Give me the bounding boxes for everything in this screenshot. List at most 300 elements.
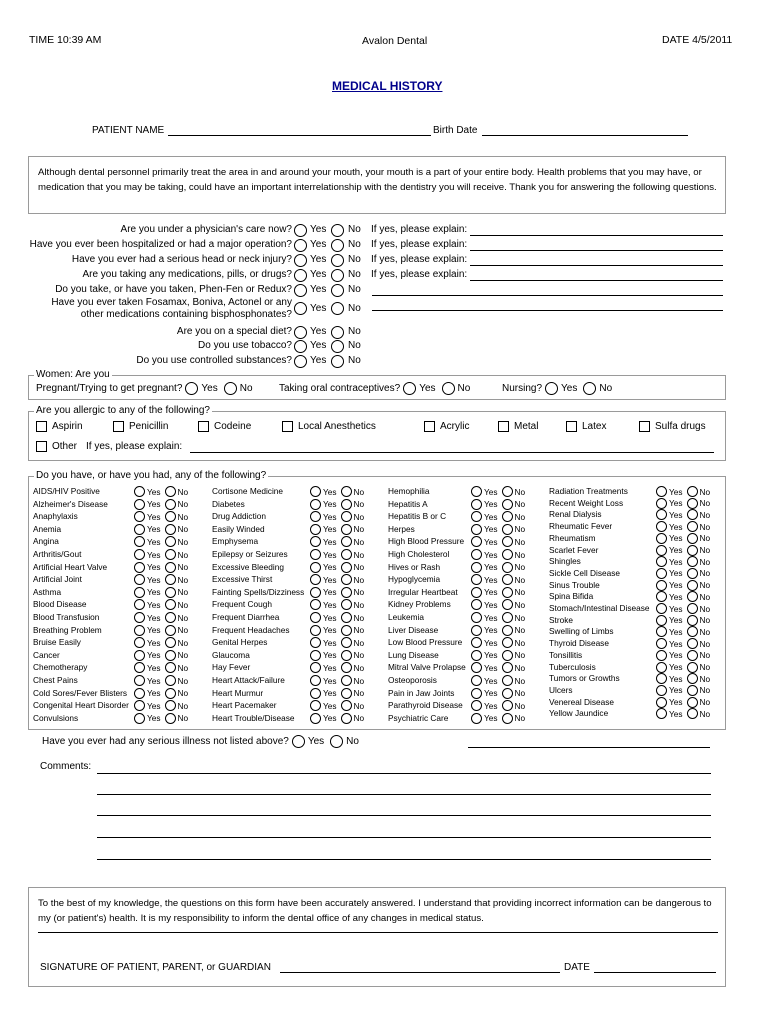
- condition-no-radio[interactable]: [165, 574, 176, 585]
- question-no-radio[interactable]: [331, 269, 344, 282]
- condition-yes-radio[interactable]: [134, 625, 145, 636]
- condition-no-radio[interactable]: [165, 536, 176, 547]
- condition-no-radio[interactable]: [502, 713, 513, 724]
- condition-no-radio[interactable]: [165, 511, 176, 522]
- condition-no-radio[interactable]: [502, 562, 513, 573]
- condition-no-radio[interactable]: [341, 713, 352, 724]
- condition-yes-radio[interactable]: [656, 615, 667, 626]
- question-yes-radio[interactable]: [294, 269, 307, 282]
- signature-field[interactable]: [280, 972, 560, 973]
- no-label: No: [177, 688, 189, 699]
- condition-label: Herpes: [388, 523, 415, 534]
- condition-yes-radio[interactable]: [656, 650, 667, 661]
- condition-yes-no: [471, 499, 525, 510]
- allergy-checkbox[interactable]: [282, 421, 293, 432]
- no-label: No: [699, 486, 711, 497]
- allergy-checkbox[interactable]: [566, 421, 577, 432]
- no-label: No: [353, 562, 365, 573]
- condition-yes-radio[interactable]: [134, 637, 145, 648]
- condition-yes-radio[interactable]: [310, 688, 321, 699]
- condition-no-radio[interactable]: [165, 486, 176, 497]
- no-label: No: [514, 599, 526, 610]
- yes-label: Yes: [323, 637, 337, 648]
- condition-no-radio[interactable]: [341, 700, 352, 711]
- condition-yes-radio[interactable]: [310, 524, 321, 535]
- condition-no-radio[interactable]: [341, 650, 352, 661]
- question-no-radio[interactable]: [331, 355, 344, 368]
- explain-field[interactable]: [372, 310, 723, 311]
- condition-yes-no: [656, 697, 710, 708]
- question-no-radio[interactable]: [331, 224, 344, 237]
- question-yes-radio[interactable]: [294, 340, 307, 353]
- condition-no-radio[interactable]: [687, 615, 698, 626]
- condition-yes-radio[interactable]: [471, 587, 482, 598]
- condition-no-radio[interactable]: [341, 574, 352, 585]
- condition-yes-radio[interactable]: [310, 625, 321, 636]
- condition-label: Arthritis/Gout: [33, 549, 82, 559]
- condition-no-radio[interactable]: [341, 675, 352, 686]
- condition-yes-radio[interactable]: [134, 511, 145, 522]
- condition-no-radio[interactable]: [165, 524, 176, 535]
- condition-yes-radio[interactable]: [310, 662, 321, 673]
- condition-no-radio[interactable]: [502, 574, 513, 585]
- condition-yes-radio[interactable]: [310, 587, 321, 598]
- condition-no-radio[interactable]: [165, 587, 176, 598]
- condition-yes-no: [471, 511, 525, 522]
- patient-name-field[interactable]: [168, 135, 431, 136]
- condition-no-radio[interactable]: [165, 688, 176, 699]
- condition-yes-no: [310, 599, 364, 610]
- condition-no-radio[interactable]: [165, 637, 176, 648]
- condition-yes-radio[interactable]: [471, 486, 482, 497]
- condition-yes-radio[interactable]: [310, 700, 321, 711]
- yes-label: Yes: [323, 688, 337, 699]
- condition-no-radio[interactable]: [341, 499, 352, 510]
- condition-no-radio[interactable]: [502, 599, 513, 610]
- condition-yes-no: [310, 587, 364, 598]
- header-practice-name: Avalon Dental: [362, 35, 428, 47]
- signature-date-field[interactable]: [594, 972, 716, 973]
- condition-label: Recent Weight Loss: [549, 497, 624, 508]
- condition-yes-no: [134, 549, 188, 560]
- condition-yes-no: [134, 536, 188, 547]
- condition-yes-radio[interactable]: [310, 650, 321, 661]
- condition-yes-radio[interactable]: [471, 511, 482, 522]
- condition-yes-no: [656, 568, 710, 579]
- condition-no-radio[interactable]: [502, 650, 513, 661]
- condition-yes-radio[interactable]: [134, 499, 145, 510]
- explain-field[interactable]: [470, 235, 723, 236]
- condition-yes-radio[interactable]: [656, 509, 667, 520]
- yes-label: Yes: [147, 511, 161, 522]
- condition-yes-radio[interactable]: [310, 599, 321, 610]
- no-label: No: [353, 536, 365, 547]
- condition-label: Stroke: [549, 614, 573, 625]
- question-yes-radio[interactable]: [294, 284, 307, 297]
- condition-label: Epilepsy or Seizures: [212, 549, 288, 559]
- serious-yes-radio[interactable]: [292, 735, 305, 748]
- yes-label: Yes: [669, 650, 683, 661]
- condition-yes-radio[interactable]: [134, 587, 145, 598]
- condition-yes-radio[interactable]: [310, 549, 321, 560]
- condition-yes-radio[interactable]: [471, 612, 482, 623]
- no-label: No: [514, 486, 526, 497]
- allergy-checkbox[interactable]: [198, 421, 209, 432]
- condition-no-radio[interactable]: [502, 499, 513, 510]
- nursing-yes-radio[interactable]: [545, 382, 558, 395]
- condition-yes-no: [656, 626, 710, 637]
- question-no-radio[interactable]: [331, 326, 344, 339]
- condition-yes-no: [471, 675, 525, 686]
- condition-no-radio[interactable]: [687, 591, 698, 602]
- oral-no-radio[interactable]: [442, 382, 455, 395]
- condition-yes-radio[interactable]: [134, 536, 145, 547]
- condition-yes-radio[interactable]: [471, 700, 482, 711]
- allergy-item: [639, 421, 706, 432]
- condition-no-radio[interactable]: [165, 713, 176, 724]
- condition-yes-radio[interactable]: [656, 556, 667, 567]
- allergy-checkbox[interactable]: [498, 421, 509, 432]
- question-yes-radio[interactable]: [294, 254, 307, 267]
- condition-label: Diabetes: [212, 498, 245, 509]
- condition-no-radio[interactable]: [502, 662, 513, 673]
- condition-yes-radio[interactable]: [471, 599, 482, 610]
- question-no-radio[interactable]: [331, 239, 344, 252]
- condition-label: Breathing Problem: [33, 624, 102, 635]
- condition-no-radio[interactable]: [502, 511, 513, 522]
- condition-yes-radio[interactable]: [134, 599, 145, 610]
- condition-yes-radio[interactable]: [310, 637, 321, 648]
- condition-yes-radio[interactable]: [134, 524, 145, 535]
- condition-yes-radio[interactable]: [656, 697, 667, 708]
- condition-no-radio[interactable]: [687, 708, 698, 719]
- condition-no-radio[interactable]: [165, 612, 176, 623]
- no-label: No: [177, 599, 189, 610]
- question-yes-radio[interactable]: [294, 239, 307, 252]
- condition-no-radio[interactable]: [165, 650, 176, 661]
- explain-label: If yes, please explain:: [371, 254, 468, 265]
- comments-line-4[interactable]: [97, 837, 711, 838]
- condition-label: Excessive Bleeding: [212, 561, 284, 572]
- question-yes-radio[interactable]: [294, 224, 307, 237]
- condition-yes-radio[interactable]: [310, 562, 321, 573]
- condition-yes-radio[interactable]: [656, 545, 667, 556]
- condition-yes-radio[interactable]: [134, 700, 145, 711]
- question-no-radio[interactable]: [331, 340, 344, 353]
- no-label: No: [177, 637, 189, 648]
- condition-yes-radio[interactable]: [656, 685, 667, 696]
- yes-label: Yes: [669, 533, 683, 544]
- yes-label: Yes: [419, 383, 436, 394]
- comments-line-1[interactable]: [97, 773, 711, 774]
- allergy-other-explain-field[interactable]: [190, 452, 714, 453]
- condition-label: Venereal Disease: [549, 696, 615, 707]
- yes-label: Yes: [310, 254, 327, 265]
- condition-yes-no: [310, 562, 364, 573]
- condition-label: Pain in Jaw Joints: [388, 687, 455, 698]
- no-label: No: [177, 499, 189, 510]
- condition-no-radio[interactable]: [687, 556, 698, 567]
- condition-no-radio[interactable]: [165, 675, 176, 686]
- condition-yes-radio[interactable]: [656, 533, 667, 544]
- condition-yes-radio[interactable]: [471, 713, 482, 724]
- condition-no-radio[interactable]: [165, 562, 176, 573]
- yes-label: Yes: [147, 637, 161, 648]
- condition-yes-radio[interactable]: [656, 486, 667, 497]
- condition-yes-radio[interactable]: [310, 499, 321, 510]
- condition-yes-radio[interactable]: [656, 591, 667, 602]
- condition-label: Artificial Heart Valve: [33, 561, 108, 572]
- condition-yes-no: [656, 498, 710, 509]
- comments-line-5[interactable]: [97, 859, 711, 860]
- condition-yes-no: [656, 673, 710, 684]
- condition-no-radio[interactable]: [341, 612, 352, 623]
- explain-field[interactable]: [372, 295, 723, 296]
- condition-no-radio[interactable]: [502, 700, 513, 711]
- condition-yes-radio[interactable]: [471, 662, 482, 673]
- condition-yes-radio[interactable]: [134, 713, 145, 724]
- condition-yes-radio[interactable]: [656, 708, 667, 719]
- fosamax-yes-radio[interactable]: [294, 302, 307, 315]
- yes-label: Yes: [484, 587, 498, 598]
- allergy-legend: Are you allergic to any of the following?: [36, 405, 210, 416]
- condition-no-radio[interactable]: [165, 499, 176, 510]
- condition-no-radio[interactable]: [687, 662, 698, 673]
- condition-no-radio[interactable]: [341, 549, 352, 560]
- pregnant-no-radio[interactable]: [224, 382, 237, 395]
- condition-label: Hepatitis B or C: [388, 511, 447, 522]
- explain-field[interactable]: [470, 280, 723, 281]
- condition-yes-radio[interactable]: [656, 662, 667, 673]
- question-yes-radio[interactable]: [294, 326, 307, 339]
- yes-label: Yes: [323, 650, 337, 661]
- allergy-item: [424, 421, 469, 432]
- condition-yes-no: [471, 688, 525, 699]
- condition-no-radio[interactable]: [341, 637, 352, 648]
- condition-no-radio[interactable]: [687, 626, 698, 637]
- no-label: No: [699, 650, 711, 661]
- explain-field[interactable]: [470, 265, 723, 266]
- condition-yes-no: [471, 587, 525, 598]
- condition-yes-radio[interactable]: [471, 524, 482, 535]
- oral-yes-radio[interactable]: [403, 382, 416, 395]
- condition-yes-no: [310, 486, 364, 497]
- condition-yes-radio[interactable]: [471, 562, 482, 573]
- condition-yes-no: [471, 574, 525, 585]
- yes-label: Yes: [323, 549, 337, 560]
- condition-yes-radio[interactable]: [471, 499, 482, 510]
- no-label: No: [699, 580, 711, 591]
- condition-no-radio[interactable]: [502, 549, 513, 560]
- condition-yes-radio[interactable]: [656, 603, 667, 614]
- condition-yes-radio[interactable]: [656, 673, 667, 684]
- condition-yes-no: [656, 650, 710, 661]
- question-no-radio[interactable]: [331, 284, 344, 297]
- yes-label: Yes: [323, 536, 337, 547]
- condition-yes-radio[interactable]: [656, 638, 667, 649]
- condition-yes-radio[interactable]: [134, 688, 145, 699]
- condition-no-radio[interactable]: [502, 688, 513, 699]
- condition-yes-radio[interactable]: [656, 521, 667, 532]
- condition-no-radio[interactable]: [341, 562, 352, 573]
- condition-no-radio[interactable]: [687, 545, 698, 556]
- condition-yes-radio[interactable]: [471, 650, 482, 661]
- question-label: Have you ever been hospitalized or had a major operation?: [29, 239, 292, 250]
- no-label: No: [514, 574, 526, 585]
- condition-yes-radio[interactable]: [471, 574, 482, 585]
- condition-yes-radio[interactable]: [310, 574, 321, 585]
- no-label: No: [348, 254, 361, 265]
- condition-no-radio[interactable]: [341, 599, 352, 610]
- condition-yes-radio[interactable]: [656, 568, 667, 579]
- condition-no-radio[interactable]: [341, 662, 352, 673]
- condition-no-radio[interactable]: [165, 549, 176, 560]
- condition-yes-no: [656, 638, 710, 649]
- yes-label: Yes: [147, 625, 161, 636]
- condition-yes-radio[interactable]: [134, 650, 145, 661]
- condition-yes-radio[interactable]: [656, 626, 667, 637]
- condition-yes-radio[interactable]: [134, 549, 145, 560]
- serious-illness-field[interactable]: [468, 747, 710, 748]
- condition-no-radio[interactable]: [502, 675, 513, 686]
- yes-label: Yes: [669, 697, 683, 708]
- condition-no-radio[interactable]: [165, 700, 176, 711]
- condition-yes-radio[interactable]: [310, 511, 321, 522]
- condition-label: Hypoglycemia: [388, 574, 441, 585]
- condition-label: Heart Trouble/Disease: [212, 712, 295, 723]
- condition-no-radio[interactable]: [687, 650, 698, 661]
- condition-no-radio[interactable]: [165, 625, 176, 636]
- condition-no-radio[interactable]: [687, 486, 698, 497]
- condition-yes-no: [310, 637, 364, 648]
- condition-no-radio[interactable]: [502, 587, 513, 598]
- condition-no-radio[interactable]: [341, 625, 352, 636]
- yes-label: Yes: [484, 599, 498, 610]
- comments-line-2[interactable]: [97, 794, 711, 795]
- condition-no-radio[interactable]: [687, 509, 698, 520]
- no-label: No: [177, 536, 189, 547]
- allergy-checkbox[interactable]: [113, 421, 124, 432]
- condition-no-radio[interactable]: [341, 688, 352, 699]
- explain-field[interactable]: [470, 250, 723, 251]
- condition-no-radio[interactable]: [687, 498, 698, 509]
- yes-label: Yes: [669, 580, 683, 591]
- allergy-checkbox[interactable]: [639, 421, 650, 432]
- condition-no-radio[interactable]: [687, 685, 698, 696]
- condition-no-radio[interactable]: [165, 662, 176, 673]
- no-label: No: [514, 650, 526, 661]
- allergy-item: [282, 421, 376, 432]
- condition-no-radio[interactable]: [502, 637, 513, 648]
- condition-label: Fainting Spells/Dizziness: [212, 586, 305, 597]
- yes-label: Yes: [323, 700, 337, 711]
- yes-label: Yes: [147, 700, 161, 711]
- condition-label: Convulsions: [33, 712, 79, 723]
- no-label: No: [514, 700, 526, 711]
- condition-yes-radio[interactable]: [134, 574, 145, 585]
- condition-yes-radio[interactable]: [471, 625, 482, 636]
- condition-yes-radio[interactable]: [471, 688, 482, 699]
- condition-label: Kidney Problems: [388, 599, 451, 610]
- condition-yes-no: [471, 650, 525, 661]
- condition-yes-radio[interactable]: [134, 562, 145, 573]
- condition-yes-radio[interactable]: [310, 536, 321, 547]
- condition-label: Chest Pains: [33, 675, 78, 685]
- condition-yes-radio[interactable]: [656, 580, 667, 591]
- question-no-radio[interactable]: [331, 254, 344, 267]
- condition-yes-radio[interactable]: [134, 675, 145, 686]
- yes-label: Yes: [484, 549, 498, 560]
- women-legend: Women: Are you: [36, 369, 110, 380]
- condition-no-radio[interactable]: [341, 536, 352, 547]
- condition-no-radio[interactable]: [502, 612, 513, 623]
- condition-no-radio[interactable]: [687, 697, 698, 708]
- condition-yes-radio[interactable]: [310, 675, 321, 686]
- condition-no-radio[interactable]: [687, 603, 698, 614]
- yes-label: Yes: [669, 662, 683, 672]
- condition-yes-no: [134, 700, 188, 711]
- no-label: No: [514, 612, 526, 623]
- condition-no-radio[interactable]: [687, 533, 698, 544]
- condition-yes-radio[interactable]: [134, 662, 145, 673]
- condition-no-radio[interactable]: [165, 599, 176, 610]
- no-label: No: [177, 713, 189, 724]
- serious-no-radio[interactable]: [330, 735, 343, 748]
- condition-yes-radio[interactable]: [310, 713, 321, 724]
- condition-yes-radio[interactable]: [656, 498, 667, 509]
- fosamax-no-radio[interactable]: [331, 302, 344, 315]
- birth-date-field[interactable]: [482, 135, 688, 136]
- condition-yes-radio[interactable]: [134, 486, 145, 497]
- condition-yes-radio[interactable]: [310, 612, 321, 623]
- condition-yes-radio[interactable]: [471, 536, 482, 547]
- condition-no-radio[interactable]: [341, 587, 352, 598]
- condition-yes-no: [134, 574, 188, 585]
- condition-label: Lung Disease: [388, 649, 439, 660]
- question-yes-radio[interactable]: [294, 355, 307, 368]
- condition-no-radio[interactable]: [341, 511, 352, 522]
- condition-yes-radio[interactable]: [471, 675, 482, 686]
- condition-no-radio[interactable]: [687, 580, 698, 591]
- condition-yes-radio[interactable]: [134, 612, 145, 623]
- allergy-item: [498, 421, 538, 432]
- allergy-checkbox[interactable]: [424, 421, 435, 432]
- condition-no-radio[interactable]: [502, 536, 513, 547]
- condition-no-radio[interactable]: [687, 568, 698, 579]
- condition-no-radio[interactable]: [341, 486, 352, 497]
- yes-label: Yes: [484, 536, 498, 547]
- yes-label: Yes: [323, 625, 337, 636]
- allergy-checkbox[interactable]: [36, 421, 47, 432]
- nursing-no-radio[interactable]: [583, 382, 596, 395]
- condition-yes-radio[interactable]: [471, 637, 482, 648]
- pregnant-yes-radio[interactable]: [185, 382, 198, 395]
- comments-line-3[interactable]: [97, 815, 711, 816]
- condition-no-radio[interactable]: [341, 524, 352, 535]
- condition-no-radio[interactable]: [502, 625, 513, 636]
- condition-yes-radio[interactable]: [471, 549, 482, 560]
- allergy-other-checkbox[interactable]: [36, 441, 47, 452]
- condition-no-radio[interactable]: [687, 638, 698, 649]
- condition-no-radio[interactable]: [687, 521, 698, 532]
- condition-no-radio[interactable]: [687, 673, 698, 684]
- condition-yes-radio[interactable]: [310, 486, 321, 497]
- condition-no-radio[interactable]: [502, 524, 513, 535]
- yes-label: Yes: [147, 524, 161, 535]
- condition-label: Hay Fever: [212, 662, 251, 673]
- no-label: No: [699, 638, 711, 649]
- condition-no-radio[interactable]: [502, 486, 513, 497]
